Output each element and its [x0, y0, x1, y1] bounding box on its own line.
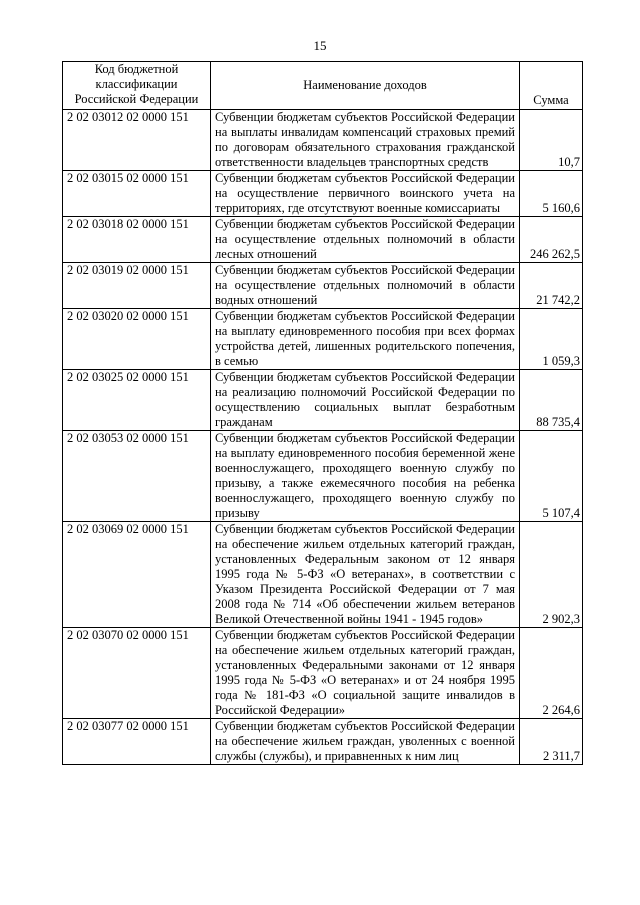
table-row	[63, 309, 583, 370]
row-amount: 5 107,4	[520, 431, 583, 522]
row-amount: 21 742,2	[520, 263, 583, 309]
table-row	[63, 171, 583, 217]
row-code: 2 02 03020 02 0000 151	[63, 309, 211, 370]
row-code: 2 02 03015 02 0000 151	[63, 171, 211, 217]
row-code: 2 02 03012 02 0000 151	[63, 110, 211, 171]
table-header-row	[63, 62, 583, 110]
row-amount: 1 059,3	[520, 309, 583, 370]
row-name: Субвенции бюджетам субъектов Российской Федерации на обеспечение жильем граждан, уволенных с военной службы (службы), и приравненных к ним лиц	[211, 719, 520, 765]
row-amount: 2 902,3	[520, 522, 583, 628]
row-amount: 2 311,7	[520, 719, 583, 765]
row-code: 2 02 03019 02 0000 151	[63, 263, 211, 309]
row-name: Субвенции бюджетам субъектов Российской Федерации на выплату единовременного пособия беременной жене военнослужащего, проходящего военную службу по призыву, а также ежемесячного пособия на ребенка военнослужащего, проходящего военную службу по призыву	[211, 431, 520, 522]
row-name: Субвенции бюджетам субъектов Российской Федерации на обеспечение жильем отдельных категорий граждан, установленных Федеральными законами от 12 января 1995 года № 5-ФЗ «О ветеранах» и от 24 ноября 1995 года № 181-ФЗ «О социальной защите инвалидов в Российской Федерации»	[211, 628, 520, 719]
table-row	[63, 263, 583, 309]
row-name: Субвенции бюджетам субъектов Российской Федерации на выплаты инвалидам компенсаций страховых премий по договорам обязательного страхования гражданской ответственности владельцев транспортных средств	[211, 110, 520, 171]
row-amount: 88 735,4	[520, 370, 583, 431]
table-row	[63, 431, 583, 522]
row-amount: 2 264,6	[520, 628, 583, 719]
table-row	[63, 217, 583, 263]
table-row	[63, 522, 583, 628]
row-name: Субвенции бюджетам субъектов Российской Федерации на реализацию полномочий Российской Федерации по осуществлению социальных выплат безработным гражданам	[211, 370, 520, 431]
row-code: 2 02 03018 02 0000 151	[63, 217, 211, 263]
row-name: Субвенции бюджетам субъектов Российской Федерации на осуществление отдельных полномочий в области водных отношений	[211, 263, 520, 309]
table-row	[63, 110, 583, 171]
header-code-line: Код бюджетной	[94, 62, 179, 76]
row-amount: 246 262,5	[520, 217, 583, 263]
row-name: Субвенции бюджетам субъектов Российской Федерации на обеспечение жильем отдельных категорий граждан, установленных Федеральным законом от 12 января 1995 года № 5-ФЗ «О ветеранах», в соответствии с Указом Президента Российской Федерации от 7 мая 2008 года № 714 «Об обеспечении жильем ветеранов Великой Отечественной войны 1941 - 1945 годов»	[211, 522, 520, 628]
header-code	[63, 62, 211, 110]
row-code: 2 02 03025 02 0000 151	[63, 370, 211, 431]
header-amount: Сумма	[520, 62, 583, 110]
row-code: 2 02 03077 02 0000 151	[63, 719, 211, 765]
row-amount: 5 160,6	[520, 171, 583, 217]
table-row	[63, 370, 583, 431]
page-number: 15	[313, 38, 327, 53]
table-row	[63, 719, 583, 765]
row-name: Субвенции бюджетам субъектов Российской Федерации на осуществление первичного воинского учета на территориях, где отсутствуют военные комиссариаты	[211, 171, 520, 217]
table-row	[63, 628, 583, 719]
header-code-line: Российской Федерации	[74, 92, 199, 106]
row-amount: 10,7	[520, 110, 583, 171]
header-code-line: классификации	[95, 77, 178, 91]
header-name: Наименование доходов	[211, 62, 520, 110]
revenue-table	[62, 61, 583, 765]
row-code: 2 02 03053 02 0000 151	[63, 431, 211, 522]
row-code: 2 02 03070 02 0000 151	[63, 628, 211, 719]
row-name: Субвенции бюджетам субъектов Российской Федерации на выплату единовременного пособия при всех формах устройства детей, лишенных родительского попечения, в семью	[211, 309, 520, 370]
row-name: Субвенции бюджетам субъектов Российской Федерации на осуществление отдельных полномочий в области лесных отношений	[211, 217, 520, 263]
row-code: 2 02 03069 02 0000 151	[63, 522, 211, 628]
